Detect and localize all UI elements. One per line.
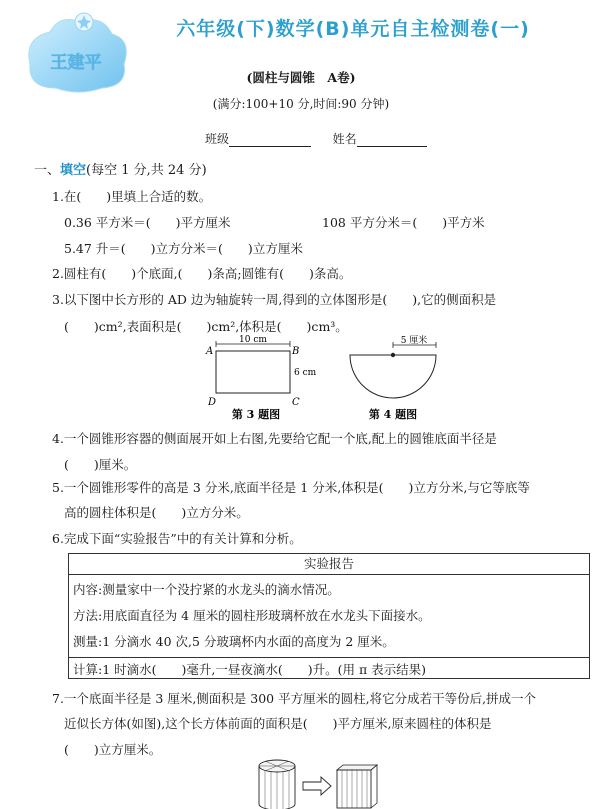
figure-3-vertex-b: B — [292, 346, 300, 357]
figure-3-width-label: 10 cm — [239, 335, 267, 345]
question-5-line1: 5.一个圆锥形零件的高是 3 分米,底面半径是 1 分米,体积是( )立方分米,与它等底等 — [52, 480, 530, 495]
figure-3-vertex-a: A — [206, 346, 214, 357]
question-2: 2.圆柱有( )个底面,( )条高;圆锥有( )条高。 — [52, 266, 352, 281]
class-field[interactable] — [229, 133, 311, 147]
question-1c: 5.47 升＝( )立方分米＝( )立方厘米 — [64, 241, 303, 256]
figure-7-cylinder-to-cuboid — [255, 756, 385, 809]
question-7-line1: 7.一个底面半径是 3 厘米,侧面积是 300 平方厘米的圆柱,将它分成若干等份后,拼成一个 — [52, 691, 537, 706]
class-name-line — [205, 130, 427, 147]
name-label: 姓名 — [332, 132, 357, 146]
section-marker: 一、 — [34, 163, 61, 178]
figure-3-vertex-d: D — [208, 397, 217, 408]
figure-3-caption: 第 3 题图 — [231, 408, 281, 421]
figure-4-radius-label: 5 厘米 — [400, 336, 428, 346]
report-method: 方法:用底面直径为 4 厘米的圆柱形玻璃杯放在水龙头下面接水。 — [73, 608, 431, 623]
question-1a: 0.36 平方米＝( )平方厘米 — [64, 215, 231, 230]
figure-4-semicircle — [340, 333, 450, 423]
report-measure: 测量:1 分滴水 40 次,5 分玻璃杯内水面的高度为 2 厘米。 — [73, 634, 395, 649]
question-7-line3: ( )立方厘米。 — [64, 742, 162, 757]
question-4-line1: 4.一个圆锥形容器的侧面展开如上右图,先要给它配一个底,配上的圆锥底面半径是 — [52, 431, 497, 446]
figure-3-vertex-c: C — [292, 397, 300, 408]
question-3-line1: 3.以下图中长方形的 AD 边为轴旋转一周,得到的立体图形是( ),它的侧面积是 — [52, 292, 497, 307]
report-title: 实验报告 — [69, 554, 589, 575]
question-4-line2: ( )厘米。 — [64, 457, 137, 472]
class-label: 班级 — [205, 132, 230, 146]
section-note: (每空 1 分,共 24 分) — [86, 163, 207, 178]
exam-score-info: (满分:100+10 分,时间:90 分钟) — [212, 97, 390, 111]
experiment-report-box — [68, 553, 590, 679]
exam-subtitle: (圆柱与圆锥 A卷) — [246, 70, 356, 85]
report-calc: 计算:1 时滴水( )毫升,一昼夜滴水( )升。(用 π 表示结果) — [73, 662, 427, 677]
question-7-line2: 近似长方体(如图),这个长方体前面的面积是( )平方厘米,原来圆柱的体积是 — [64, 716, 492, 731]
question-3-line2: ( )cm²,表面积是( )cm²,体积是( )cm³。 — [64, 319, 348, 334]
logo-text: 王建平 — [50, 53, 102, 73]
page-title: 六年级(下)数学(B)单元自主检测卷(一) — [176, 18, 530, 40]
question-6: 6.完成下面“实验报告”中的有关计算和分析。 — [52, 531, 302, 546]
name-field[interactable] — [357, 133, 427, 147]
figure-4-caption: 第 4 题图 — [368, 408, 418, 421]
section-heading — [34, 159, 207, 178]
figure-3-rectangle — [200, 333, 320, 423]
figure-3-height-label: 6 cm — [294, 368, 317, 378]
question-1-title: 1.在( )里填上合适的数。 — [52, 189, 212, 204]
report-divider — [69, 657, 589, 658]
report-content: 内容:测量家中一个没拧紧的水龙头的滴水情况。 — [73, 582, 340, 597]
question-5-line2: 高的圆柱体积是( )立方分米。 — [64, 505, 249, 520]
question-1b: 108 平方分米＝( )平方米 — [322, 215, 485, 230]
section-title: 填空 — [60, 163, 87, 178]
